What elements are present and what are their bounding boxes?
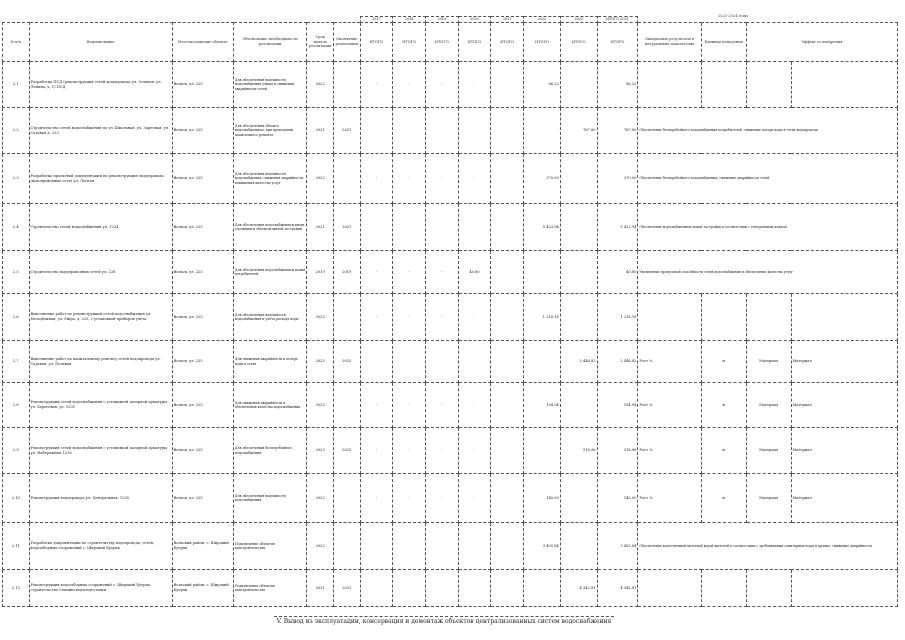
row-number: 2.7 <box>3 341 30 383</box>
row-value-2018: - <box>393 251 426 294</box>
table-row <box>3 523 898 570</box>
row-total: 140,00 <box>597 474 638 523</box>
row-value-2020 <box>458 523 491 570</box>
row-value-2022 <box>524 341 561 383</box>
row-unit: м <box>701 428 746 474</box>
row-justification: Для обеспечения надёжности водоснабжения и учёта расхода воды <box>233 294 307 341</box>
row-end <box>333 154 360 204</box>
row-total: 518,96 <box>597 428 638 474</box>
row-start: 2022 <box>307 474 334 523</box>
row-total: 2 446,82 <box>597 341 638 383</box>
row-justification: Для обеспечения надёжности водоснабжения улицы и снижения аварийности сетей <box>233 62 307 108</box>
row-name: Реконструкция сетей водоснабжения с установкой запорной арматуры ул. Набережная 1218 <box>29 428 172 474</box>
row-effect: Увеличение пропускной способности сетей водоснабжения и обеспечение качества услуг <box>638 251 898 294</box>
row-value-2019: - <box>425 251 458 294</box>
year-2022: 2022 <box>524 17 561 23</box>
row-justification: Для обеспечения водоснабжением вновь строящихся объектов жилой застройки <box>233 204 307 251</box>
row-value-2022: 5 423,94 <box>524 204 561 251</box>
row-start: 2021 <box>307 204 334 251</box>
row-source <box>746 570 791 607</box>
row-number: 2.8 <box>3 383 30 428</box>
row-justification: Подключение объектов капстроительства <box>233 523 307 570</box>
year-total: ИТОГО 2021 <box>597 17 638 23</box>
row-total: 767,80 <box>597 108 638 154</box>
row-value-2022: 86,22 <box>524 62 561 108</box>
table-row <box>3 341 898 383</box>
row-value-2020: - <box>458 294 491 341</box>
row-value-2020 <box>458 108 491 154</box>
row-result: Материал <box>791 474 897 523</box>
row-total: 86,22 <box>597 62 638 108</box>
row-value-2020 <box>458 204 491 251</box>
row-total: 370,00 <box>597 154 638 204</box>
table-row <box>3 204 898 251</box>
row-value-2019: - <box>425 154 458 204</box>
row-start: 2022 <box>307 154 334 204</box>
row-source <box>746 294 791 341</box>
row-effect: Обеспечение бесперебойного водоснабжения потребителей, снижение потерь воды в сетях водопровода <box>638 108 898 154</box>
row-end <box>333 523 360 570</box>
row-value-2022: 140,00 <box>524 474 561 523</box>
table-row <box>3 570 898 607</box>
row-location: Вольск, ул. 225 <box>172 428 233 474</box>
row-start: 2022 <box>307 383 334 428</box>
row-value-2017 <box>360 523 393 570</box>
col-sources: Эффект от внедрения <box>746 23 897 62</box>
row-start: 2021 <box>307 570 334 607</box>
row-justification: Подключение объектов капстроительства <box>233 570 307 607</box>
row-name: Выполнение работ по капитальному ремонту сетей водопровода ул. Садовая, ул. Полевая <box>29 341 172 383</box>
row-number: 2.5 <box>3 251 30 294</box>
row-source: Материал <box>746 428 791 474</box>
investment-table <box>2 16 898 607</box>
row-name: Реконструкция водозаборных сооружений с. Широкий Буерак, строительство станции водоподготовки <box>29 570 172 607</box>
row-number: 2.12 <box>3 570 30 607</box>
row-value-2019 <box>425 570 458 607</box>
row-justification: Для обеспечения водоснабжением новых потребителей <box>233 251 307 294</box>
row-end <box>333 474 360 523</box>
year-2023: 2023 <box>560 17 597 23</box>
col-money-4: ИТОГО <box>458 23 491 62</box>
row-start: 2023 <box>307 428 334 474</box>
row-effect <box>638 570 701 607</box>
row-name: Выполнение работ по реконструкции сетей водоснабжения ул. Молодёжная, ул. Мира, д. 225, с установкой приборов учёта <box>29 294 172 341</box>
table-row <box>3 294 898 341</box>
row-value-2018: - <box>393 62 426 108</box>
row-value-2021 <box>491 294 524 341</box>
row-value-2022: 104,94 <box>524 383 561 428</box>
year-2019: 2019 <box>425 17 458 23</box>
row-value-2022: 370,00 <box>524 154 561 204</box>
row-name: Реконструкция водопровода ул. Центральная, 1205 <box>29 474 172 523</box>
table-body <box>3 62 898 607</box>
row-effect: Обеспечение качественной питьевой водой жителей в соответствии с требованиями санитарных норм и правил, снижение аварийности <box>638 523 898 570</box>
row-value-2018 <box>393 570 426 607</box>
row-value-2020: - <box>458 474 491 523</box>
row-value-2023: 518,96 <box>560 428 597 474</box>
row-location: Вольск, ул. 225 <box>172 474 233 523</box>
row-total: 1 216,18 <box>597 294 638 341</box>
row-value-2023: 4 342,81 <box>560 570 597 607</box>
row-value-2020: - <box>458 62 491 108</box>
row-value-2023 <box>560 294 597 341</box>
row-value-2018: - <box>393 154 426 204</box>
col-location: Местоположение объекта <box>172 23 233 62</box>
table-row <box>3 251 898 294</box>
row-value-2021 <box>491 570 524 607</box>
row-start: 2022 <box>307 294 334 341</box>
row-value-2017 <box>360 204 393 251</box>
row-value-2017 <box>360 570 393 607</box>
row-end: 2021 <box>333 108 360 154</box>
row-number: 2.4 <box>3 204 30 251</box>
row-value-2019: - <box>425 383 458 428</box>
year-2018: 2018 <box>393 17 426 23</box>
row-value-2019 <box>425 341 458 383</box>
row-effect: Рост % <box>638 383 701 428</box>
row-value-2023 <box>560 154 597 204</box>
row-name: Строительство сетей водоснабжения ул. 1224 <box>29 204 172 251</box>
table-row <box>3 383 898 428</box>
table-row <box>3 428 898 474</box>
row-start: 2022 <box>307 62 334 108</box>
row-unit: м <box>701 383 746 428</box>
row-name: Реконструкция сетей водоснабжения с установкой запорной арматуры ул. Береговая, ул. 1535 <box>29 383 172 428</box>
col-money-2: ИТОГО <box>393 23 426 62</box>
row-value-2023 <box>560 474 597 523</box>
row-source: Материал <box>746 341 791 383</box>
row-justification: Для обеспечения надёжности водоснабжения <box>233 474 307 523</box>
row-value-2021 <box>491 341 524 383</box>
col-money-6: ИТОГО <box>524 23 561 62</box>
row-location: Вольск, ул. 225 <box>172 62 233 108</box>
row-location: Вольский район, с. Широкий Буерак <box>172 570 233 607</box>
table-row <box>3 108 898 154</box>
row-total: 3 405,84 <box>597 523 638 570</box>
row-source: Материал <box>746 383 791 428</box>
row-location: Вольск, ул. 225 <box>172 251 233 294</box>
row-result: Материал <box>791 383 897 428</box>
row-value-2019 <box>425 204 458 251</box>
row-value-2018 <box>393 341 426 383</box>
row-name: Строительство водопроводных сетей ул. 228 <box>29 251 172 294</box>
row-end: 2023 <box>333 341 360 383</box>
row-number: 2.6 <box>3 294 30 341</box>
row-unit: м <box>701 474 746 523</box>
row-end <box>333 383 360 428</box>
row-effect: Обеспечение бесперебойного водоснабжения, снижение аварийности сетей <box>638 154 898 204</box>
row-name: Разработка документации по строительству водопровода, сетей, водозаборных сооружений с. Широкий Буерак <box>29 523 172 570</box>
col-start: Срок начала реализации <box>307 23 334 62</box>
row-value-2022: 1 216,18 <box>524 294 561 341</box>
col-effect: Ожидаемые результаты в натуральных показателях <box>638 23 701 62</box>
row-value-2023: 767,80 <box>560 108 597 154</box>
row-value-2019 <box>425 108 458 154</box>
row-effect: Рост % <box>638 428 701 474</box>
col-money-5: ИТОГО <box>491 23 524 62</box>
row-location: Вольск, ул. 225 <box>172 294 233 341</box>
col-money-1: ИТОГО <box>360 23 393 62</box>
row-location: Вольск, ул. 225 <box>172 383 233 428</box>
row-value-2022 <box>524 251 561 294</box>
row-value-2023 <box>560 383 597 428</box>
row-value-2017 <box>360 341 393 383</box>
row-value-2018 <box>393 108 426 154</box>
row-unit: м <box>701 341 746 383</box>
col-money-7: ИТОГО <box>560 23 597 62</box>
row-start: 2022 <box>307 523 334 570</box>
row-value-2022 <box>524 428 561 474</box>
row-value-2017: - <box>360 154 393 204</box>
row-value-2017: - <box>360 474 393 523</box>
row-number: 2.10 <box>3 474 30 523</box>
row-value-2019: - <box>425 294 458 341</box>
row-value-2018 <box>393 204 426 251</box>
row-value-2020 <box>458 570 491 607</box>
col-name: Наименование <box>29 23 172 62</box>
row-value-2017: - <box>360 62 393 108</box>
row-unit <box>701 62 746 108</box>
row-unit <box>701 294 746 341</box>
row-value-2018: - <box>393 383 426 428</box>
row-value-2020: 40,80 <box>458 251 491 294</box>
row-result <box>791 570 897 607</box>
row-location: Вольск, ул. 225 <box>172 341 233 383</box>
row-value-2018 <box>393 523 426 570</box>
row-value-2021 <box>491 474 524 523</box>
row-end: 2021 <box>333 204 360 251</box>
section-title: V. Вывод из эксплуатации, консервация и демонтаж объектов централизованных систем водоснабжения <box>274 616 614 625</box>
row-unit <box>701 570 746 607</box>
row-number: 2.3 <box>3 154 30 204</box>
row-total: 104,94 <box>597 383 638 428</box>
row-end <box>333 62 360 108</box>
year-2021: 2021 <box>491 17 524 23</box>
row-justification: Для обеспечения надёжности водоснабжения, снижения аварийности, повышения качества услуг <box>233 154 307 204</box>
row-value-2019: - <box>425 62 458 108</box>
row-source <box>746 62 791 108</box>
row-end: 2019 <box>333 251 360 294</box>
row-start: 2021 <box>307 108 334 154</box>
row-justification: Для обеспечения объекта водоснабжением, при проведении капитального ремонта <box>233 108 307 154</box>
row-end <box>333 294 360 341</box>
row-effect: Обеспечение водоснабжением новой застройки в соответствии с генеральным планом <box>638 204 898 251</box>
row-value-2019 <box>425 523 458 570</box>
row-value-2018: - <box>393 428 426 474</box>
row-value-2023: 2 446,82 <box>560 341 597 383</box>
row-number: 2.9 <box>3 428 30 474</box>
table-row <box>3 154 898 204</box>
row-value-2021 <box>491 523 524 570</box>
col-unit: Единица измерения <box>701 23 746 62</box>
row-start: 2019 <box>307 251 334 294</box>
row-value-2021 <box>491 204 524 251</box>
year-group-label: 2021-2024 годы <box>718 14 748 18</box>
row-value-2020: - <box>458 383 491 428</box>
row-result: Материал <box>791 428 897 474</box>
row-value-2021 <box>491 383 524 428</box>
row-value-2017: - <box>360 251 393 294</box>
row-total: 5 423,94 <box>597 204 638 251</box>
row-value-2023 <box>560 523 597 570</box>
row-value-2019: - <box>425 428 458 474</box>
row-start: 2023 <box>307 341 334 383</box>
row-value-2019: - <box>425 474 458 523</box>
row-value-2021 <box>491 251 524 294</box>
row-value-2020: - <box>458 154 491 204</box>
row-value-2022 <box>524 570 561 607</box>
col-justification: Обоснование необходимости реализации <box>233 23 307 62</box>
column-header-row <box>3 23 898 62</box>
row-justification: Для обеспечения бесперебойного водоснабжения <box>233 428 307 474</box>
col-num: № п/п <box>3 23 30 62</box>
row-name: Разработка ПСД (реконструкция сетей водопровода ул. Зеленая, ул. Ленина, д. 1) ПСД <box>29 62 172 108</box>
table-row <box>3 62 898 108</box>
row-value-2021 <box>491 154 524 204</box>
row-name: Строительство сетей водоснабжения по ул. Школьная, ул. Заречная, ул. Садовая д. 225 <box>29 108 172 154</box>
row-total: 40,80 <box>597 251 638 294</box>
row-value-2020 <box>458 341 491 383</box>
row-value-2017: - <box>360 383 393 428</box>
row-number: 2.11 <box>3 523 30 570</box>
row-value-2021 <box>491 62 524 108</box>
row-justification: Для снижения аварийности и обеспечения качества водоснабжения <box>233 383 307 428</box>
row-location: Вольский район, с. Широкий Буерак <box>172 523 233 570</box>
row-end: 2021 <box>333 570 360 607</box>
col-end: Окончание реализации <box>333 23 360 62</box>
row-effect <box>638 294 701 341</box>
year-2017: 2017 <box>360 17 393 23</box>
row-value-2023 <box>560 251 597 294</box>
row-value-2018: - <box>393 474 426 523</box>
row-location: Вольск, ул. 225 <box>172 204 233 251</box>
row-location: Вольск, ул. 225 <box>172 108 233 154</box>
row-value-2021 <box>491 108 524 154</box>
row-value-2020: - <box>458 428 491 474</box>
row-value-2022: - <box>524 108 561 154</box>
row-effect: Рост % <box>638 474 701 523</box>
row-value-2023 <box>560 62 597 108</box>
col-money-3: ИТОГО <box>425 23 458 62</box>
row-source: Материал <box>746 474 791 523</box>
row-value-2018: - <box>393 294 426 341</box>
row-effect <box>638 62 701 108</box>
row-value-2017: - <box>360 428 393 474</box>
row-justification: Для снижения аварийности и потерь воды в сетях <box>233 341 307 383</box>
row-result <box>791 62 897 108</box>
row-effect: Рост % <box>638 341 701 383</box>
row-name: Разработка проектной документации на реконструкцию водопровода (водопроводные сети) ул. Лесная <box>29 154 172 204</box>
table-row <box>3 474 898 523</box>
year-2020: 2020 <box>458 17 491 23</box>
row-number: 2.1 <box>3 62 30 108</box>
row-total: 4 342,81 <box>597 570 638 607</box>
row-number: 2.2 <box>3 108 30 154</box>
row-location: Вольск, ул. 225 <box>172 154 233 204</box>
row-value-2021 <box>491 428 524 474</box>
row-value-2022: 3 405,84 <box>524 523 561 570</box>
row-result: Материал <box>791 341 897 383</box>
col-total: ИТОГО <box>597 23 638 62</box>
row-value-2017 <box>360 108 393 154</box>
row-value-2017: - <box>360 294 393 341</box>
row-value-2023 <box>560 204 597 251</box>
row-result <box>791 294 897 341</box>
row-end: 2023 <box>333 428 360 474</box>
